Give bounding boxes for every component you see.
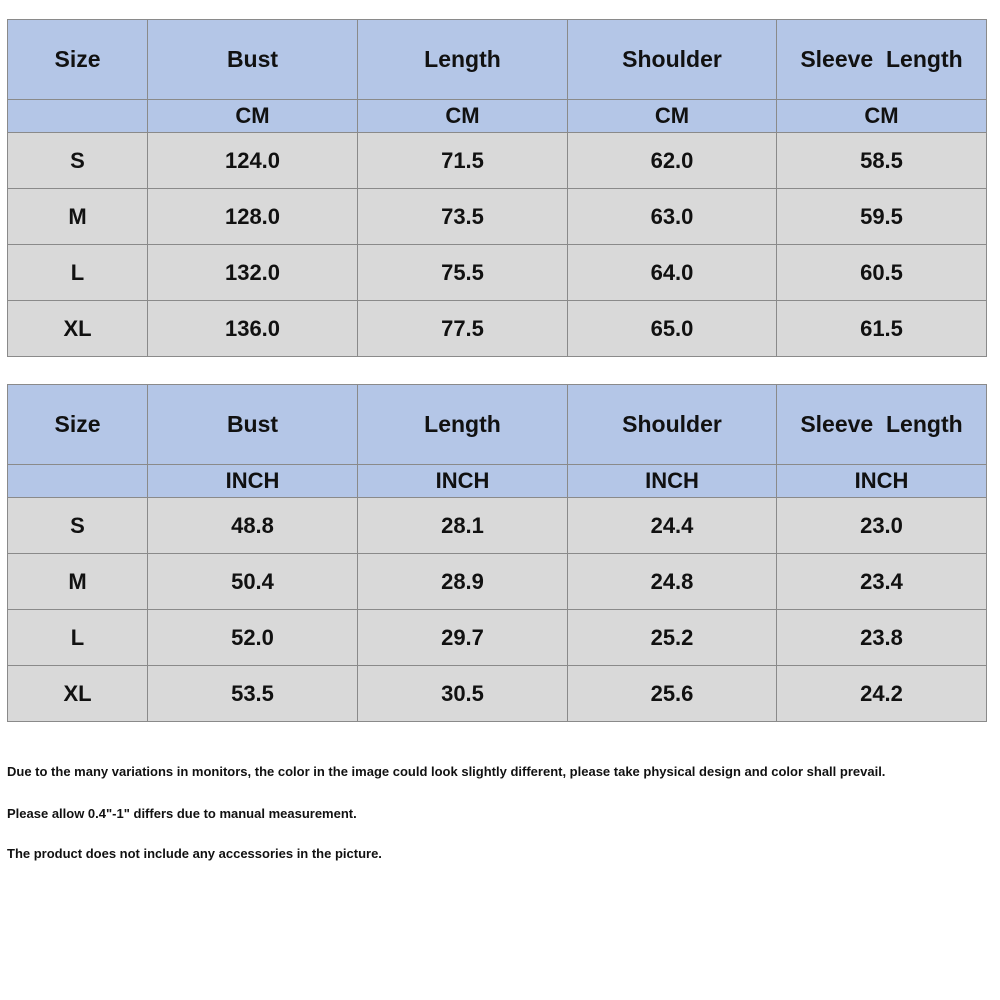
table-row bbox=[8, 554, 987, 610]
sleeve-length-cell: 24.2 bbox=[777, 666, 987, 722]
size-cell: S bbox=[8, 498, 148, 554]
header-bust: Bust bbox=[148, 385, 358, 465]
bust-cell: 50.4 bbox=[148, 554, 358, 610]
table-row bbox=[8, 189, 987, 245]
length-cell: 77.5 bbox=[358, 301, 568, 357]
length-cell: 73.5 bbox=[358, 189, 568, 245]
sleeve-length-cell: 23.4 bbox=[777, 554, 987, 610]
unit-label: INCH bbox=[148, 465, 358, 498]
size-cell: M bbox=[8, 189, 148, 245]
shoulder-cell: 63.0 bbox=[568, 189, 777, 245]
sleeve-length-cell: 59.5 bbox=[777, 189, 987, 245]
size-cell: M bbox=[8, 554, 148, 610]
header-bust: Bust bbox=[148, 20, 358, 100]
note-accessories-disclaimer: The product does not include any accessories in the picture. bbox=[7, 846, 382, 861]
table-row bbox=[8, 245, 987, 301]
shoulder-cell: 64.0 bbox=[568, 245, 777, 301]
unit-label: INCH bbox=[568, 465, 777, 498]
header-row bbox=[8, 20, 987, 100]
table-row bbox=[8, 133, 987, 189]
size-chart-cm bbox=[7, 19, 987, 357]
header-sleeve-length: Sleeve Length bbox=[777, 385, 987, 465]
unit-empty bbox=[8, 100, 148, 133]
header-shoulder: Shoulder bbox=[568, 385, 777, 465]
table-row bbox=[8, 301, 987, 357]
header-size: Size bbox=[8, 20, 148, 100]
length-cell: 75.5 bbox=[358, 245, 568, 301]
length-cell: 71.5 bbox=[358, 133, 568, 189]
length-cell: 30.5 bbox=[358, 666, 568, 722]
table-row bbox=[8, 498, 987, 554]
note-color-disclaimer: Due to the many variations in monitors, the color in the image could look slightly different, please take physical design and color shall prevail. bbox=[7, 764, 886, 779]
bust-cell: 48.8 bbox=[148, 498, 358, 554]
bust-cell: 128.0 bbox=[148, 189, 358, 245]
size-cell: S bbox=[8, 133, 148, 189]
length-cell: 29.7 bbox=[358, 610, 568, 666]
sleeve-length-cell: 23.0 bbox=[777, 498, 987, 554]
header-length: Length bbox=[358, 385, 568, 465]
length-cell: 28.1 bbox=[358, 498, 568, 554]
header-length: Length bbox=[358, 20, 568, 100]
bust-cell: 136.0 bbox=[148, 301, 358, 357]
sleeve-length-cell: 58.5 bbox=[777, 133, 987, 189]
shoulder-cell: 62.0 bbox=[568, 133, 777, 189]
size-cell: XL bbox=[8, 666, 148, 722]
bust-cell: 124.0 bbox=[148, 133, 358, 189]
size-cell: L bbox=[8, 245, 148, 301]
bust-cell: 132.0 bbox=[148, 245, 358, 301]
sleeve-length-cell: 23.8 bbox=[777, 610, 987, 666]
size-cell: XL bbox=[8, 301, 148, 357]
size-cell: L bbox=[8, 610, 148, 666]
shoulder-cell: 65.0 bbox=[568, 301, 777, 357]
size-chart-inch bbox=[7, 384, 987, 722]
shoulder-cell: 24.4 bbox=[568, 498, 777, 554]
sleeve-length-cell: 60.5 bbox=[777, 245, 987, 301]
unit-label: CM bbox=[148, 100, 358, 133]
header-row bbox=[8, 385, 987, 465]
unit-label: INCH bbox=[358, 465, 568, 498]
header-sleeve-length: Sleeve Length bbox=[777, 20, 987, 100]
sleeve-length-cell: 61.5 bbox=[777, 301, 987, 357]
unit-row bbox=[8, 100, 987, 133]
header-size: Size bbox=[8, 385, 148, 465]
unit-empty bbox=[8, 465, 148, 498]
shoulder-cell: 25.6 bbox=[568, 666, 777, 722]
note-measurement-disclaimer: Please allow 0.4"-1" differs due to manual measurement. bbox=[7, 806, 357, 821]
shoulder-cell: 24.8 bbox=[568, 554, 777, 610]
length-cell: 28.9 bbox=[358, 554, 568, 610]
unit-label: CM bbox=[777, 100, 987, 133]
table-row bbox=[8, 666, 987, 722]
unit-label: CM bbox=[568, 100, 777, 133]
bust-cell: 52.0 bbox=[148, 610, 358, 666]
table-row bbox=[8, 610, 987, 666]
unit-row bbox=[8, 465, 987, 498]
header-shoulder: Shoulder bbox=[568, 20, 777, 100]
unit-label: CM bbox=[358, 100, 568, 133]
unit-label: INCH bbox=[777, 465, 987, 498]
disclaimer-notes bbox=[7, 762, 987, 884]
bust-cell: 53.5 bbox=[148, 666, 358, 722]
shoulder-cell: 25.2 bbox=[568, 610, 777, 666]
